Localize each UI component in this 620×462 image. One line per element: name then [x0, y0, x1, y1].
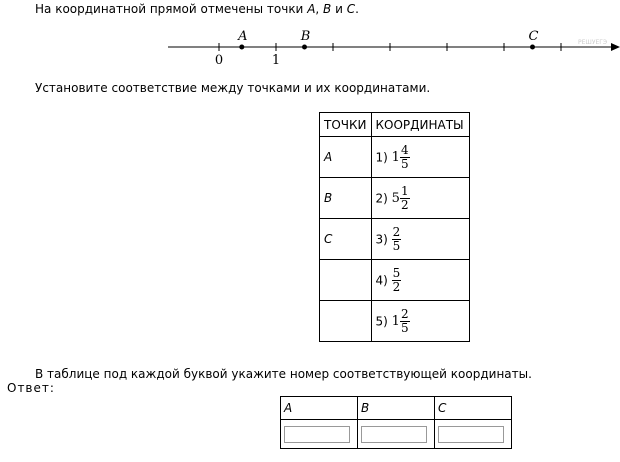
coord-fraction	[400, 185, 410, 212]
coord-number: 4)	[375, 273, 388, 287]
coord-cell	[371, 178, 469, 219]
intro-sep-1: ,	[315, 2, 324, 16]
fraction-numerator: 2	[392, 224, 401, 239]
table-row	[320, 260, 470, 301]
table-row	[320, 137, 470, 178]
coord-fraction	[392, 226, 402, 253]
intro-point-a: A	[307, 2, 316, 16]
answer-input-b[interactable]	[361, 426, 427, 443]
watermark: РЕШУЕГЭ	[578, 39, 608, 46]
fraction-denominator: 5	[400, 320, 409, 335]
point-label-c: C	[528, 29, 539, 44]
coord-whole: 5	[391, 190, 400, 206]
fraction-numerator: 1	[400, 183, 409, 198]
answer-input-a[interactable]	[284, 426, 350, 443]
coord-cell	[371, 219, 469, 260]
coord-fraction	[392, 267, 402, 294]
number-line	[0, 22, 620, 72]
point-cell	[320, 260, 372, 301]
fraction-numerator: 5	[392, 265, 401, 280]
fraction-denominator: 2	[400, 197, 409, 212]
header-points: ТОЧКИ	[320, 113, 372, 137]
answer-header-a: A	[281, 397, 358, 420]
answer-header-c: C	[435, 397, 512, 420]
tick-label-one: 1	[271, 53, 281, 68]
table-row	[320, 301, 470, 342]
coord-number: 3)	[375, 232, 388, 246]
footer-instruction: В таблице под каждой буквой укажите номер соответствующей координаты.	[35, 367, 532, 381]
fraction-denominator: 5	[400, 156, 409, 171]
coord-number: 2)	[375, 191, 388, 205]
instruction-text: Установите соответствие между точками и их координатами.	[35, 81, 431, 95]
coord-whole: 1	[391, 149, 400, 165]
tick-label-zero: 0	[214, 53, 224, 68]
intro-point-b: B	[323, 2, 332, 16]
point-c	[530, 45, 535, 50]
intro-prefix: На координатной прямой отмечены точки	[35, 2, 308, 16]
intro-text	[35, 2, 359, 16]
coord-number: 1)	[375, 150, 388, 164]
point-b	[302, 45, 307, 50]
answer-table	[280, 396, 512, 449]
answer-cell-a	[281, 420, 358, 449]
fraction-numerator: 2	[400, 306, 409, 321]
point-cell: B	[320, 178, 372, 219]
answer-header-b: B	[358, 397, 435, 420]
point-a	[239, 45, 244, 50]
answer-label: Ответ:	[7, 381, 55, 395]
coord-fraction	[400, 308, 410, 335]
intro-point-c: C	[346, 2, 356, 16]
point-label-a: A	[238, 29, 248, 44]
point-cell: A	[320, 137, 372, 178]
fraction-denominator: 2	[392, 279, 401, 294]
answer-cell-c	[435, 420, 512, 449]
header-coords: КООРДИНАТЫ	[371, 113, 469, 137]
point-cell: C	[320, 219, 372, 260]
intro-end: .	[355, 2, 359, 16]
fraction-numerator: 4	[400, 142, 409, 157]
answer-cell-b	[358, 420, 435, 449]
point-label-b: B	[300, 29, 311, 44]
axis-arrow	[611, 43, 620, 51]
coord-cell	[371, 137, 469, 178]
coord-cell	[371, 301, 469, 342]
intro-sep-2: и	[331, 2, 347, 16]
matching-table	[319, 112, 470, 342]
fraction-denominator: 5	[392, 238, 401, 253]
point-cell	[320, 301, 372, 342]
coord-cell	[371, 260, 469, 301]
coord-fraction	[400, 144, 410, 171]
answer-input-c[interactable]	[438, 426, 504, 443]
coord-whole: 1	[391, 313, 400, 329]
coord-number: 5)	[375, 314, 388, 328]
table-row	[320, 178, 470, 219]
table-row	[320, 219, 470, 260]
